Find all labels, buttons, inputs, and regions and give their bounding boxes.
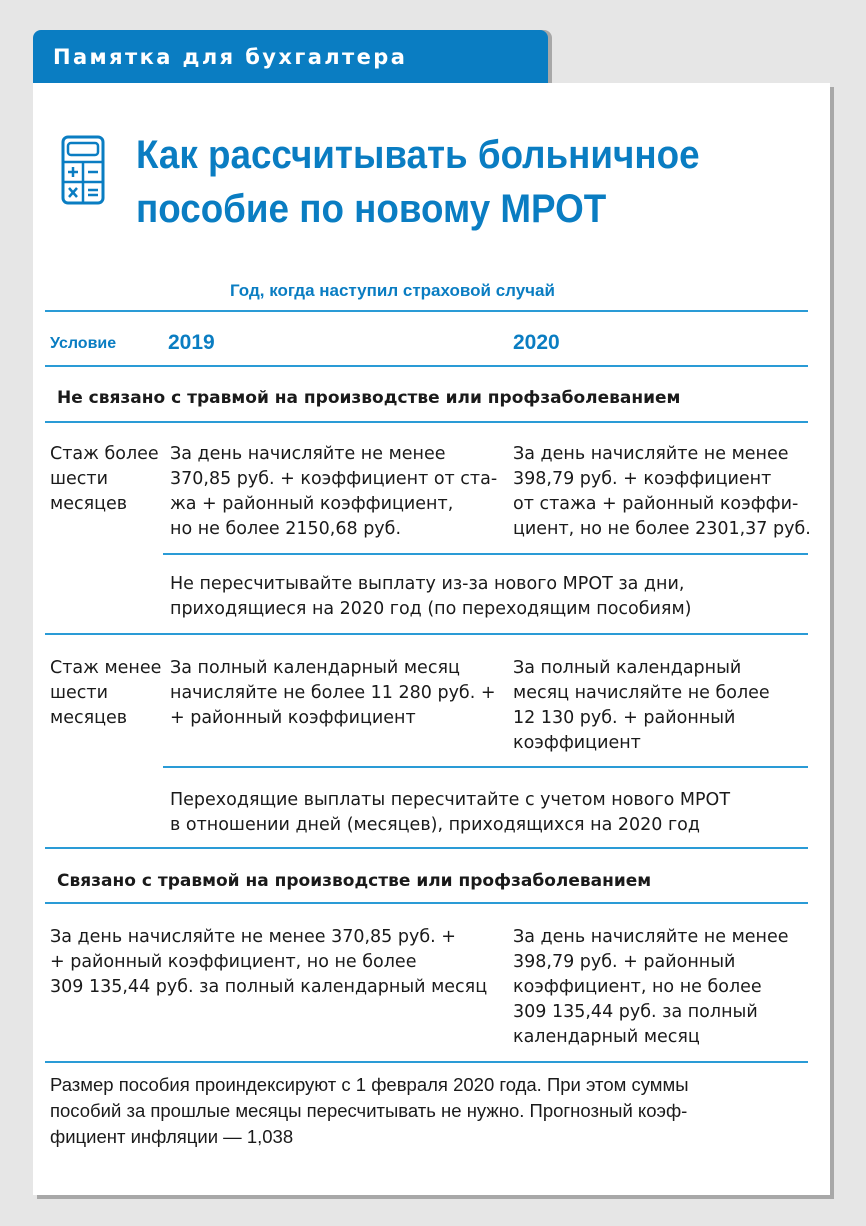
footer-note: Размер пособия проиндексируют с 1 февраля 2020 года. При этом суммы пособий за прошлые месяцы пересчитывать не нужно. Прогнозный коэф- фициент инфляции — 1,038 — [50, 1074, 689, 1147]
divider — [45, 365, 808, 367]
divider — [163, 766, 808, 768]
divider — [45, 310, 808, 312]
divider — [45, 421, 808, 423]
title-line-2: пособие по новому МРОТ — [136, 187, 607, 231]
section-title-work-injury: Связано с травмой на производстве или профзаболеванием — [57, 871, 652, 891]
cell-2019: За день начисляйте не менее 370,85 руб. + коэффициент от ста- жа + районный коэффициент, но не более 2150,68 руб. — [170, 444, 498, 539]
cell-2020: За день начисляйте не менее 398,79 руб. + районный коэффициент, но не более 309 135,44 руб. за полный календарный месяц — [513, 927, 789, 1047]
divider — [45, 847, 808, 849]
cell-2019: За день начисляйте не менее 370,85 руб. + + районный коэффициент, но не более 309 135,44 руб. за полный календарный месяц — [50, 927, 488, 997]
cell-2020: За день начисляйте не менее 398,79 руб. + коэффициент от стажа + районный коэффи- циент, но не более 2301,37 руб. — [513, 444, 811, 539]
cell-2019: За полный календарный месяц начисляйте не более 11 280 руб. + + районный коэффициент — [170, 658, 496, 728]
condition-cell: Стаж менее шести месяцев — [50, 658, 162, 728]
divider — [163, 553, 808, 555]
column-header-condition: Условие — [50, 335, 117, 352]
column-header-2019: 2019 — [168, 331, 215, 354]
divider — [45, 1061, 808, 1063]
cell-2020: За полный календарный месяц начисляйте не более 12 130 руб. + районный коэффициент — [513, 658, 770, 753]
column-header-2020: 2020 — [513, 331, 560, 354]
page-title — [136, 128, 762, 236]
tab-label: Памятка для бухгалтера — [53, 45, 408, 69]
divider — [45, 633, 808, 635]
calculator-icon — [61, 135, 105, 205]
section-tab — [33, 30, 548, 84]
note-cell: Переходящие выплаты пересчитайте с учетом нового МРОТ в отношении дней (месяцев), приходящихся на 2020 год — [170, 790, 731, 835]
section-title-non-work-injury: Не связано с травмой на производстве или профзаболеванием — [57, 388, 681, 408]
condition-cell: Стаж более шести месяцев — [50, 444, 159, 514]
divider — [45, 902, 808, 904]
table-caption: Год, когда наступил страховой случай — [230, 281, 555, 300]
title-line-1: Как рассчитывать больничное — [136, 133, 700, 177]
note-cell: Не пересчитывайте выплату из-за нового МРОТ за дни, приходящиеся на 2020 год (по переходящим пособиям) — [170, 574, 692, 619]
